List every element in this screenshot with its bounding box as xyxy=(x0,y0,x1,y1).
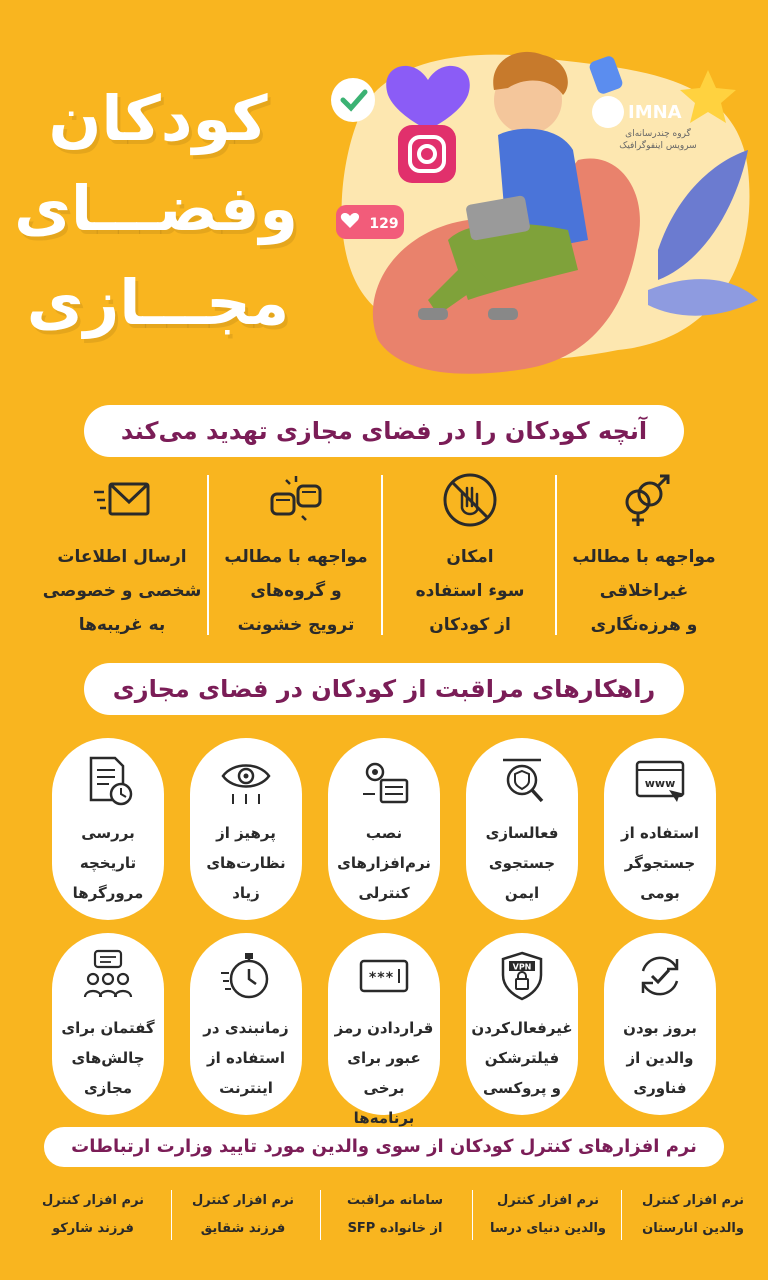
hero-illustration xyxy=(318,40,758,390)
www-browser-icon xyxy=(633,754,687,808)
solution-card xyxy=(52,738,164,920)
divider xyxy=(621,1190,623,1240)
solution-text: بررسی تاریخچه مرورگرها xyxy=(72,824,144,902)
hero-title-line-3: مجـــازی xyxy=(26,266,290,339)
software-item: نرم افزار کنترل فرزند شارکو xyxy=(41,1193,145,1236)
solution-text: فعالسازی جستجوی ایمن xyxy=(485,824,559,902)
threat-item xyxy=(36,470,208,640)
hero-title-line-2: وفضـــای xyxy=(14,172,298,245)
hero-title-line-1: کودکان xyxy=(48,82,268,155)
solution-card xyxy=(328,933,440,1127)
password-icon xyxy=(357,949,411,1003)
gender-symbols-icon xyxy=(614,470,674,530)
threat-text: ارسال اطلاعات شخصی و خصوصی به غریبه‌ها xyxy=(42,547,202,635)
solution-text: زمانبندی در استفاده از اینترنت xyxy=(203,1019,289,1097)
imna-logo xyxy=(592,96,624,128)
control-software-icon xyxy=(357,754,411,808)
solution-text: نصب نرم‌افزارهای کنترلی xyxy=(337,824,431,902)
software-heading: نرم افزارهای کنترل کودکان از سوی والدین مورد تایید وزارت ارتباطات xyxy=(44,1127,724,1167)
threat-item xyxy=(558,470,730,640)
threats-heading: آنچه کودکان را در فضای مجازی تهدید می‌کند xyxy=(84,405,684,457)
solution-card xyxy=(52,933,164,1115)
software-item: نرم افزار کنترل فرزند شقایق xyxy=(191,1193,295,1236)
solution-text: استفاده از جستجوگر بومی xyxy=(621,824,699,902)
software-item: سامانه مراقبت از خانواده SFP xyxy=(346,1193,444,1236)
solutions-heading: راهکارهای مراقبت از کودکان در فضای مجازی xyxy=(84,663,684,715)
solution-card xyxy=(466,738,578,920)
logo-subtitle-1: گروه چندرسانه‌ای xyxy=(625,129,691,139)
solution-text: غیرفعال‌کردن فیلترشکن و پروکسی xyxy=(471,1019,573,1097)
no-hand-icon xyxy=(440,470,500,530)
svg-text:www: www xyxy=(644,777,676,790)
solution-text: بروز بودن والدین از فناوری xyxy=(623,1019,697,1097)
history-document-icon xyxy=(81,754,135,808)
threat-text: امکان سوء استفاده از کودکان xyxy=(415,547,525,635)
divider xyxy=(171,1190,173,1240)
solution-card xyxy=(466,933,578,1115)
eye-icon xyxy=(219,754,273,808)
check-badge-icon xyxy=(331,78,375,122)
stopwatch-icon xyxy=(219,949,273,1003)
svg-text:***: *** xyxy=(368,970,394,986)
solution-card xyxy=(328,738,440,920)
threat-item xyxy=(210,470,382,640)
logo-text: IMNA xyxy=(628,102,682,123)
solution-text: پرهیز از نظارت‌های زیاد xyxy=(206,824,286,902)
threat-text: مواجهه با مطالب غیراخلاقی و هرزه‌نگاری xyxy=(572,547,716,635)
solution-card xyxy=(604,933,716,1115)
software-item: نرم افزار کنترل والدین انارستان xyxy=(641,1193,745,1236)
software-item: نرم افزار کنترل والدین دنیای درسا xyxy=(489,1193,607,1236)
solution-card xyxy=(604,738,716,920)
divider xyxy=(320,1190,322,1240)
solution-text: قراردادن رمز عبور برای برخی برنامه‌ها xyxy=(334,1019,434,1127)
threat-text: مواجهه با مطالب و گروه‌های ترویج خشونت xyxy=(224,547,368,635)
logo-subtitle-2: سرویس اینفوگرافیک xyxy=(619,141,697,151)
threat-item xyxy=(384,470,556,640)
solution-card xyxy=(190,933,302,1115)
instagram-icon xyxy=(398,125,456,183)
group-chat-icon xyxy=(81,949,135,1003)
envelope-icon xyxy=(92,470,152,530)
divider xyxy=(472,1190,474,1240)
safe-search-icon xyxy=(495,754,549,808)
vpn-shield-icon xyxy=(495,949,549,1003)
solution-text: گفتمان برای چالش‌های مجازی xyxy=(61,1019,155,1097)
fist-bump-icon xyxy=(266,470,326,530)
solution-card xyxy=(190,738,302,920)
svg-text:VPN: VPN xyxy=(512,962,532,972)
like-count: 129 xyxy=(369,216,399,232)
refresh-check-icon xyxy=(633,949,687,1003)
threats-row xyxy=(40,470,730,640)
